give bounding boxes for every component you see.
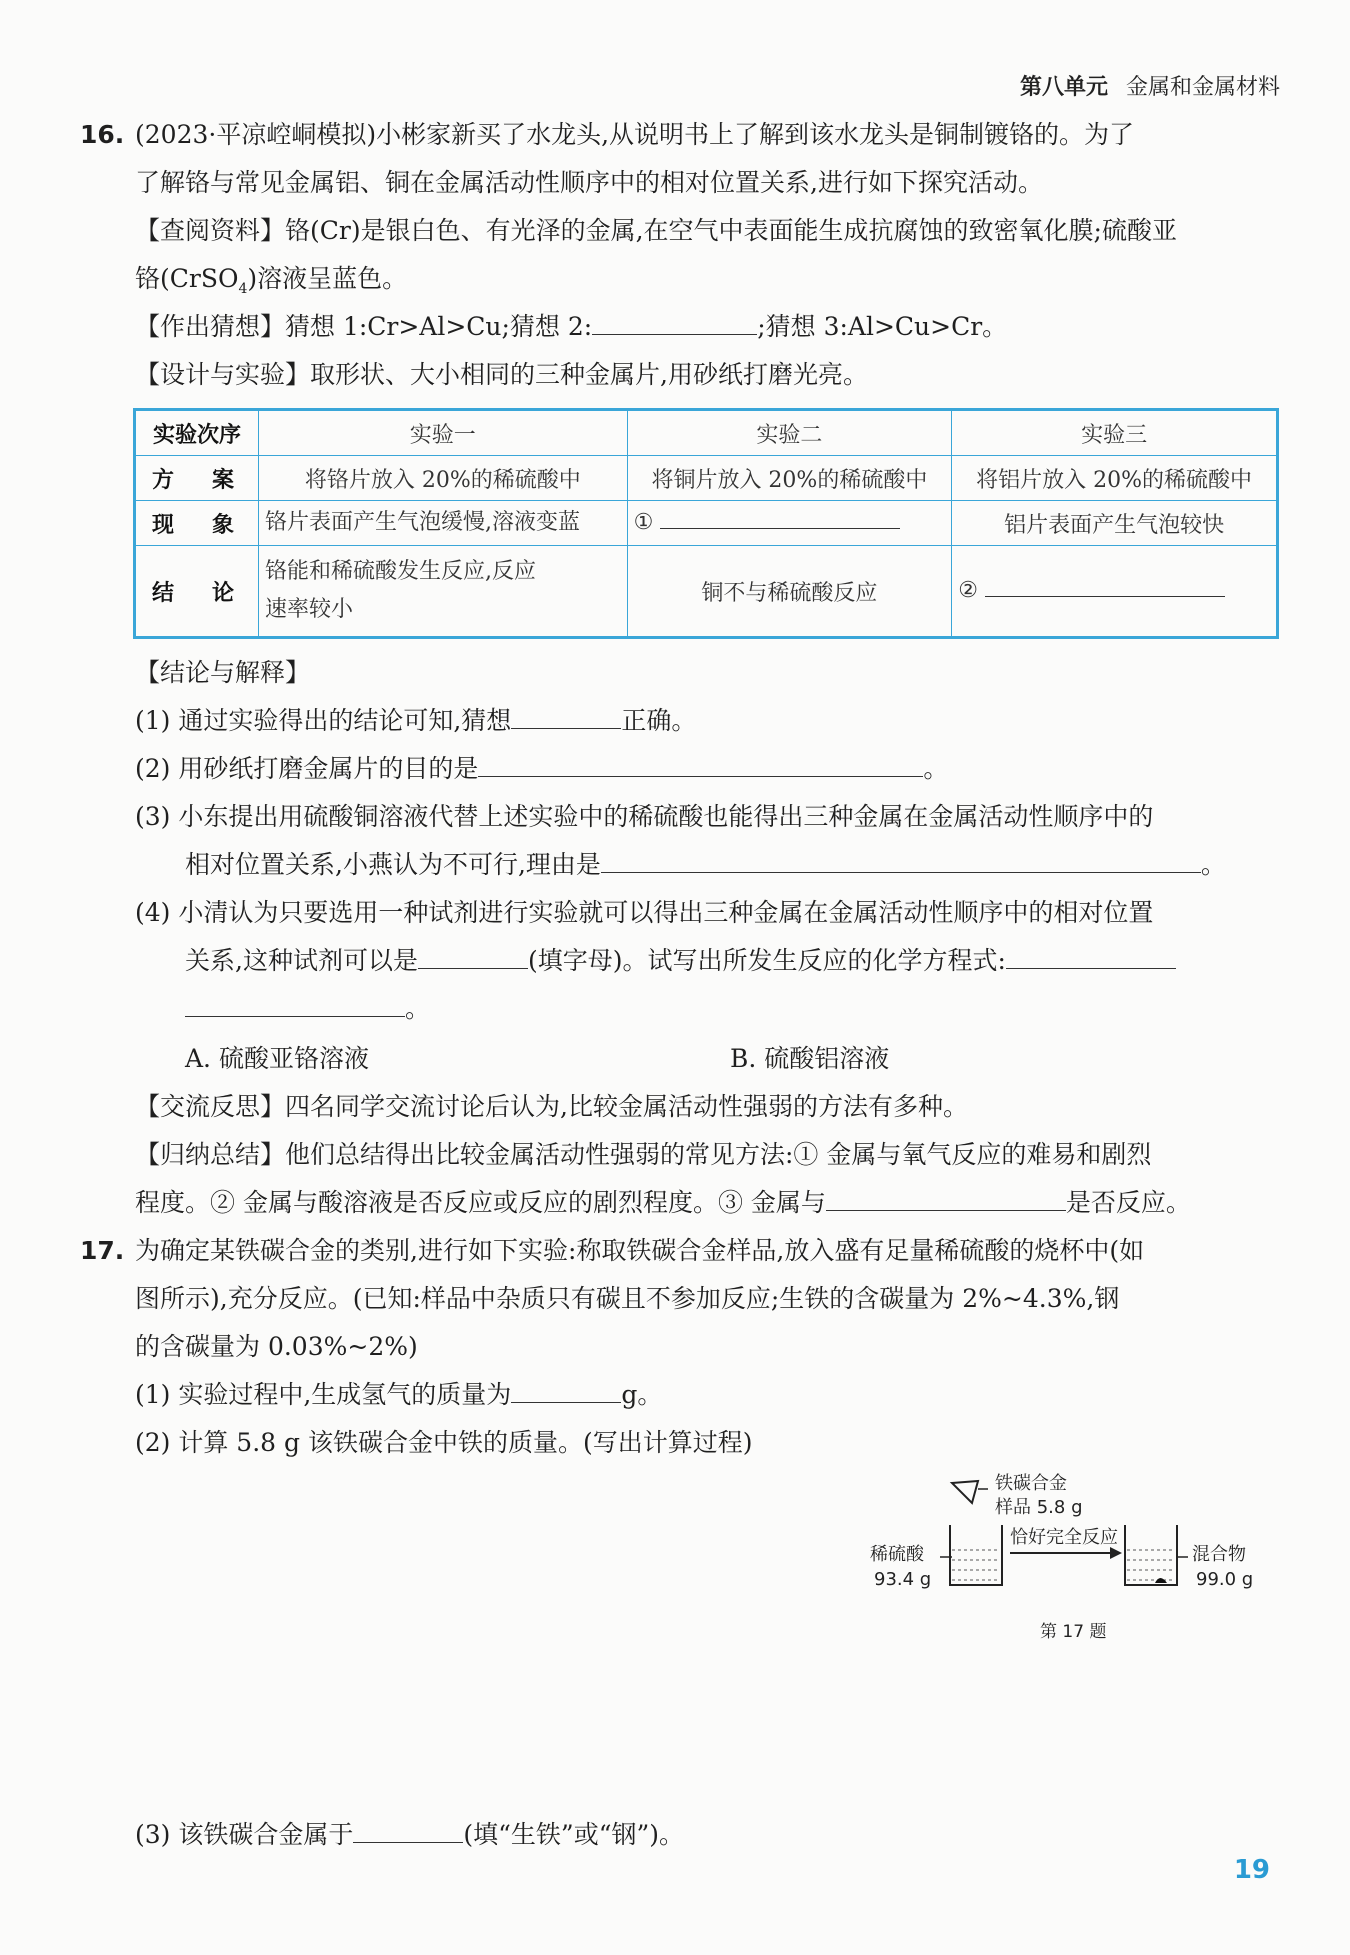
fig-sample-mass: 样品 5.8 g	[995, 1497, 1083, 1518]
q17-line3: 的含碳量为 0.03%~2%)	[135, 1332, 418, 1361]
fig-arrow-label: 恰好完全反应	[1010, 1527, 1118, 1548]
table-cell: 将铜片放入 20%的稀硫酸中	[627, 456, 952, 501]
fig-acid-mass: 93.4 g	[874, 1569, 932, 1590]
table-header-order: 实验次序	[135, 410, 259, 456]
row-label-phenomenon: 现 象	[135, 501, 259, 546]
row-label-plan: 方 案	[135, 456, 259, 501]
q17-part1: (1) 实验过程中,生成氢气的质量为 g。	[135, 1372, 662, 1418]
option-b: B. 硫酸铝溶液	[730, 1044, 890, 1073]
answer-blank[interactable]	[601, 842, 1201, 873]
table-header-exp1: 实验一	[259, 410, 628, 456]
summary-2: 程度。② 金属与酸溶液是否反应或反应的剧烈程度。③ 金属与 是否反应。	[135, 1180, 1191, 1226]
q16-info1: 【查阅资料】铬(Cr)是银白色、有光泽的金属,在空气中表面能生成抗腐蚀的致密氧化膜;硫酸亚	[135, 216, 1177, 245]
q16-guess: 【作出猜想】猜想 1:Cr>Al>Cu;猜想 2: ;猜想 3:Al>Cu>Cr。	[135, 304, 1007, 350]
arrow-icon	[1110, 1547, 1122, 1559]
question-16-number: 16.	[80, 120, 125, 149]
answer-blank[interactable]	[478, 746, 923, 777]
answer-blank[interactable]	[185, 986, 405, 1017]
answer-blank[interactable]	[826, 1180, 1066, 1211]
sub-question-3b: 相对位置关系,小燕认为不可行,理由是 。	[185, 842, 1226, 888]
q16-design: 【设计与实验】取形状、大小相同的三种金属片,用砂纸打磨光亮。	[135, 360, 868, 389]
option-a: A. 硫酸亚铬溶液	[185, 1044, 369, 1073]
answer-blank[interactable]	[592, 304, 757, 335]
q17-part3: (3) 该铁碳合金属于 (填“生铁”或“钢”)。	[135, 1812, 684, 1858]
sub-question-1: (1) 通过实验得出的结论可知,猜想 正确。	[135, 698, 696, 744]
answer-blank[interactable]	[418, 938, 528, 969]
beaker-icon	[950, 1525, 1002, 1585]
table-cell: 铝片表面产生气泡较快	[952, 501, 1278, 546]
sub-question-4a: (4) 小清认为只要选用一种试剂进行实验就可以得出三种金属在金属活动性顺序中的相对位置	[135, 898, 1154, 927]
fig-mixture-mass: 99.0 g	[1196, 1569, 1254, 1590]
experiment-table	[133, 408, 1279, 639]
table-cell: 将铬片放入 20%的稀硫酸中	[259, 456, 628, 501]
question-17-number: 17.	[80, 1236, 125, 1265]
q16-line2: 了解铬与常见金属铝、铜在金属活动性顺序中的相对位置关系,进行如下探究活动。	[135, 168, 1043, 197]
table-cell: 铜不与稀硫酸反应	[627, 546, 952, 638]
fig-mixture-label: 混合物	[1192, 1544, 1246, 1565]
sample-icon	[952, 1481, 978, 1503]
table-header-exp3: 实验三	[952, 410, 1278, 456]
answer-blank[interactable]	[511, 1372, 621, 1403]
table-cell-blank-2[interactable]: ②	[952, 546, 1278, 638]
topic-label: 金属和金属材料	[1125, 75, 1280, 100]
sub-question-2: (2) 用砂纸打磨金属片的目的是 。	[135, 746, 948, 792]
fig-caption: 第 17 题	[1040, 1622, 1107, 1642]
answer-blank[interactable]	[511, 698, 621, 729]
table-cell: 将铝片放入 20%的稀硫酸中	[952, 456, 1278, 501]
row-label-conclusion: 结 论	[135, 546, 259, 638]
page-number: 19	[1233, 1855, 1270, 1885]
q17-line1: 为确定某铁碳合金的类别,进行如下实验:称取铁碳合金样品,放入盛有足量稀硫酸的烧杯中(如	[135, 1236, 1145, 1265]
beaker-icon	[1125, 1525, 1177, 1585]
q17-line2: 图所示),充分反应。(已知:样品中杂质只有碳且不参加反应;生铁的含碳量为 2%~4.3%,钢	[135, 1284, 1120, 1313]
conclusion-title: 【结论与解释】	[135, 658, 311, 687]
answer-blank[interactable]	[1006, 938, 1176, 969]
table-header-exp2: 实验二	[627, 410, 952, 456]
experiment-figure	[860, 1465, 1300, 1645]
summary-1: 【归纳总结】他们总结得出比较金属活动性强弱的常见方法:① 金属与氧气反应的难易和剧烈	[135, 1140, 1152, 1169]
q16-line1: (2023·平凉崆峒模拟)小彬家新买了水龙头,从说明书上了解到该水龙头是铜制镀铬的。为了	[135, 120, 1135, 149]
q16-info2: 铬(CrSO$_4$)溶液呈蓝色。	[135, 264, 408, 297]
sub-question-4c: 。	[185, 986, 430, 1032]
table-cell: 铬片表面产生气泡缓慢,溶液变蓝	[259, 501, 628, 546]
reflection: 【交流反思】四名同学交流讨论后认为,比较金属活动性强弱的方法有多种。	[135, 1092, 968, 1121]
page-header	[1020, 70, 1280, 101]
answer-blank[interactable]	[353, 1812, 463, 1843]
q17-part2: (2) 计算 5.8 g 该铁碳合金中铁的质量。(写出计算过程)	[135, 1428, 753, 1457]
sub-question-4b: 关系,这种试剂可以是 (填字母)。试写出所发生反应的化学方程式:	[185, 938, 1176, 984]
sub-question-3a: (3) 小东提出用硫酸铜溶液代替上述实验中的稀硫酸也能得出三种金属在金属活动性顺序中的	[135, 802, 1154, 831]
fig-sample-label: 铁碳合金	[995, 1473, 1067, 1494]
table-cell-blank-1[interactable]: ①	[627, 501, 952, 546]
table-cell: 铬能和稀硫酸发生反应,反应 速率较小	[259, 546, 628, 638]
unit-label: 第八单元	[1019, 75, 1108, 100]
fig-acid-label: 稀硫酸	[870, 1544, 924, 1565]
